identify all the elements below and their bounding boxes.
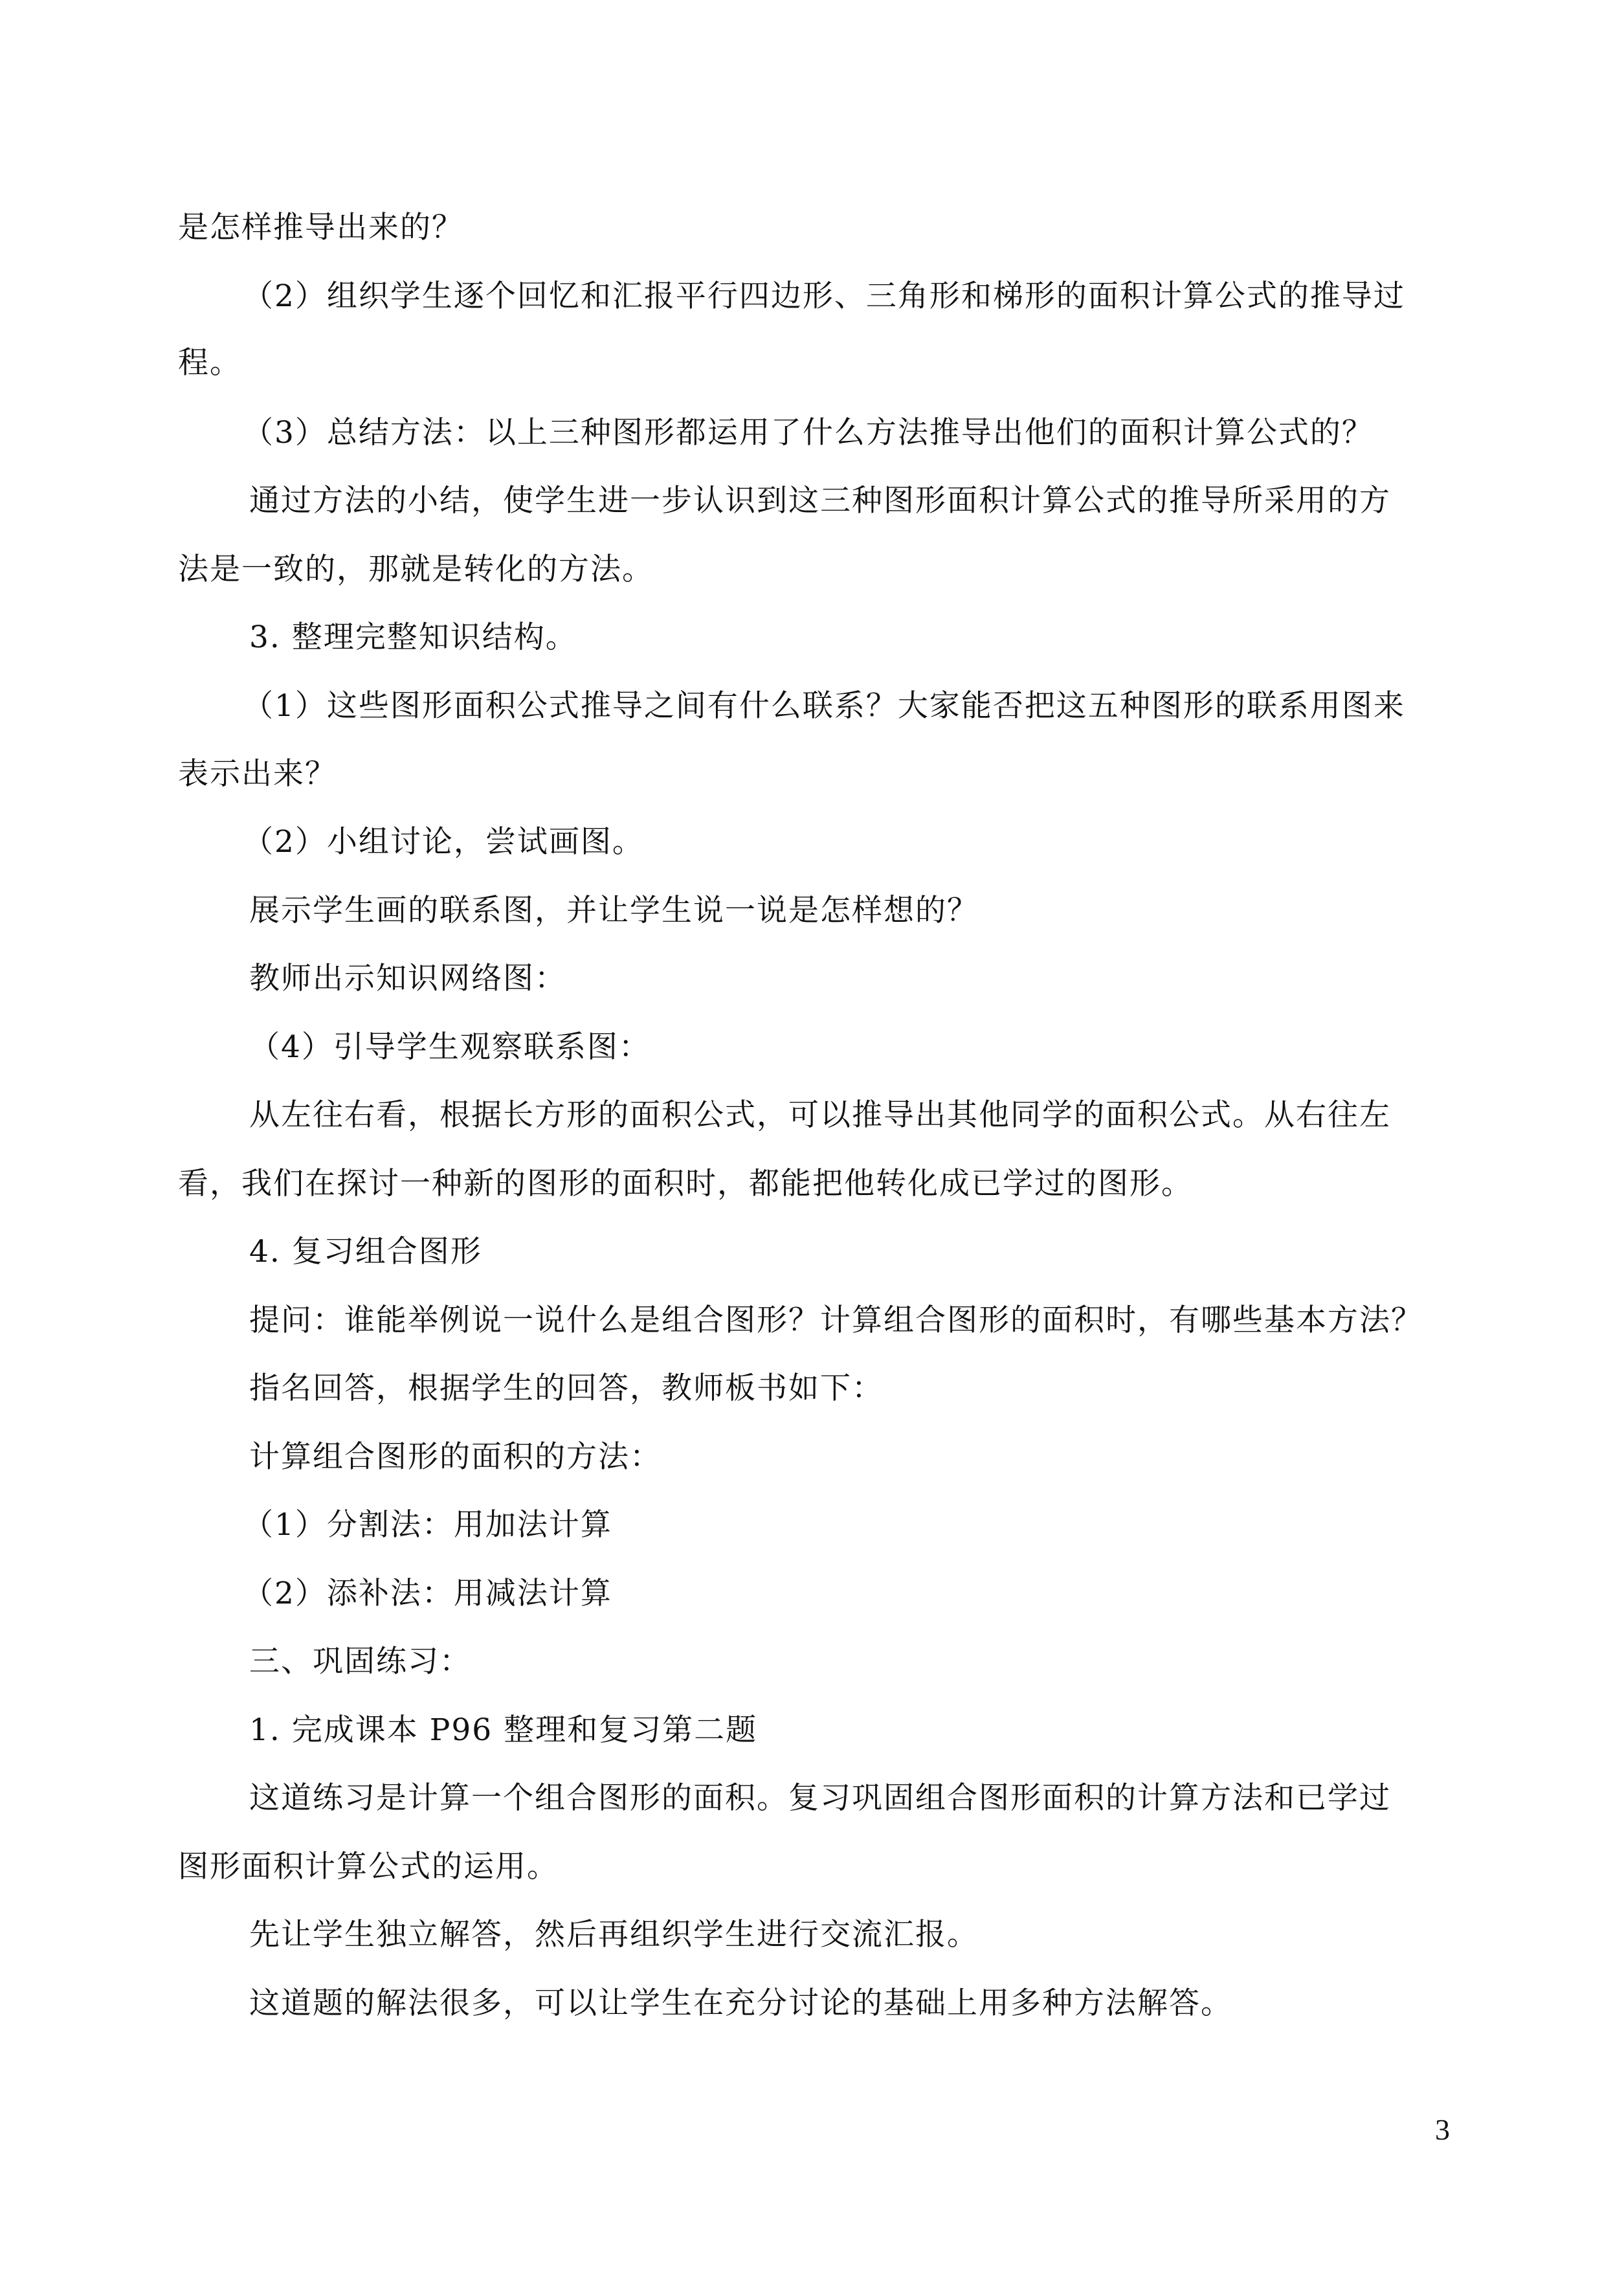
- text-line: （2）小组讨论，尝试画图。: [243, 824, 644, 860]
- text-line: 程。: [178, 345, 241, 381]
- text-line: 提问：谁能举例说一说什么是组合图形？计算组合图形的面积时，有哪些基本方法？: [249, 1303, 1423, 1338]
- text-line: （1）分割法：用加法计算: [243, 1507, 612, 1543]
- section-heading: 三、巩固练习：: [249, 1644, 471, 1679]
- text-line: （2）添补法：用减法计算: [243, 1576, 612, 1611]
- text-line: （3）总结方法：以上三种图形都运用了什么方法推导出他们的面积计算公式的？: [243, 415, 1374, 451]
- section-heading: 4. 复习组合图形: [249, 1234, 482, 1270]
- text-line: （4）引导学生观察联系图：: [249, 1029, 651, 1065]
- text-line: 法是一致的，那就是转化的方法。: [178, 552, 654, 587]
- text-line: 通过方法的小结，使学生进一步认识到这三种图形面积计算公式的推导所采用的方: [249, 483, 1391, 519]
- text-line: 图形面积计算公式的运用。: [178, 1849, 559, 1885]
- text-line: 展示学生画的联系图，并让学生说一说是怎样想的？: [249, 893, 979, 928]
- text-line: 表示出来？: [178, 756, 337, 792]
- text-line: （1）这些图形面积公式推导之间有什么联系？大家能否把这五种图形的联系用图来: [243, 688, 1405, 724]
- text-line: 计算组合图形的面积的方法：: [249, 1439, 662, 1475]
- text-line: 是怎样推导出来的？: [178, 210, 463, 245]
- text-line: 指名回答，根据学生的回答，教师板书如下：: [249, 1370, 884, 1406]
- text-line: 先让学生独立解答，然后再组织学生进行交流汇报。: [249, 1917, 979, 1952]
- text-line: 教师出示知识网络图：: [249, 961, 566, 996]
- section-heading: 3. 整理完整知识结构。: [249, 620, 577, 655]
- text-line: 这道题的解法很多，可以让学生在充分讨论的基础上用多种方法解答。: [249, 1985, 1232, 2021]
- text-line: 这道练习是计算一个组合图形的面积。复习巩固组合图形面积的计算方法和已学过: [249, 1780, 1391, 1816]
- page-number: 3: [1435, 2113, 1450, 2146]
- text-line: （2）组织学生逐个回忆和汇报平行四边形、三角形和梯形的面积计算公式的推导过: [243, 278, 1405, 314]
- text-line: 从左往右看，根据长方形的面积公式，可以推导出其他同学的面积公式。从右往左: [249, 1097, 1391, 1133]
- text-line: 看，我们在探讨一种新的图形的面积时，都能把他转化成已学过的图形。: [178, 1166, 1193, 1202]
- text-line: 1. 完成课本 P96 整理和复习第二题: [249, 1712, 758, 1748]
